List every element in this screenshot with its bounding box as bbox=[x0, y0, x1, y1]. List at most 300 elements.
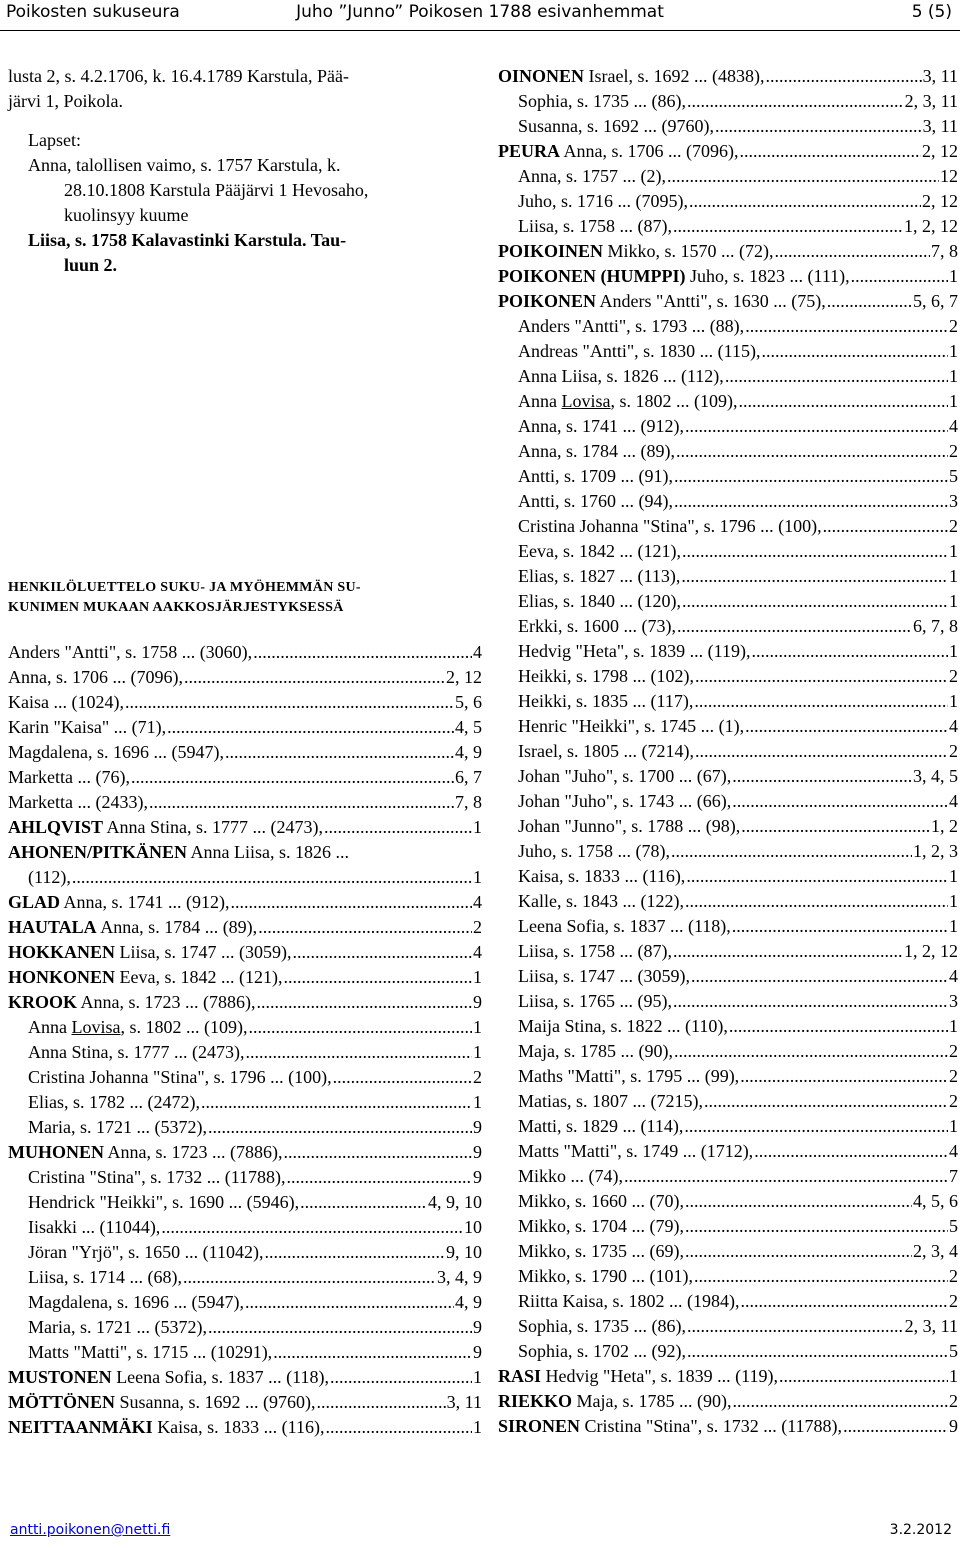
dot-leader bbox=[326, 1415, 473, 1440]
dot-leader bbox=[740, 1064, 948, 1089]
index-entry-text: Matts "Matti", s. 1749 ... (1712), bbox=[518, 1141, 754, 1161]
index-entry bbox=[498, 889, 958, 914]
dot-leader bbox=[673, 214, 903, 239]
index-entry bbox=[498, 839, 958, 864]
index-entry-name bbox=[518, 1214, 684, 1239]
index-entry bbox=[498, 464, 958, 489]
index-entry-text: Sophia, s. 1735 ... (86), bbox=[518, 1316, 686, 1336]
index-entry-text: Juho, s. 1823 ... (111), bbox=[685, 266, 850, 286]
index-entry-text: Anna, s. 1706 ... (7096), bbox=[8, 667, 183, 687]
index-entry bbox=[498, 339, 958, 364]
index-entry bbox=[8, 1115, 482, 1140]
index-entry-name bbox=[518, 764, 731, 789]
index-entry-pages: 4 bbox=[473, 642, 482, 662]
index-entry-text: Anna Stina, s. 1777 ... (2473), bbox=[103, 817, 324, 837]
dot-leader bbox=[745, 314, 948, 339]
index-entry-text: Andreas "Antti", s. 1830 ... (115), bbox=[518, 341, 761, 361]
index-entry bbox=[498, 189, 958, 214]
index-entry-text: Riitta Kaisa, s. 1802 ... (1984), bbox=[518, 1291, 740, 1311]
index-entry-name bbox=[8, 1415, 325, 1440]
index-entry-name bbox=[518, 314, 744, 339]
index-entry-pages: 1 bbox=[473, 867, 482, 887]
index-entry-pages: 7 bbox=[949, 1166, 958, 1186]
index-entry-pages: 2 bbox=[949, 316, 958, 336]
dot-leader bbox=[732, 914, 948, 939]
index-entry-surname: POIKONEN (HUMPPI) bbox=[498, 266, 686, 286]
index-entry-text: Kaisa, s. 1833 ... (116), bbox=[518, 866, 686, 886]
index-entry bbox=[498, 1139, 958, 1164]
index-entry-surname: POIKONEN bbox=[498, 291, 597, 311]
index-entry-pages: 1, 2, 12 bbox=[904, 941, 958, 961]
dot-leader bbox=[685, 1239, 912, 1264]
index-entry bbox=[498, 589, 958, 614]
index-entry bbox=[498, 614, 958, 639]
index-entry-text: Susanna, s. 1692 ... (9760), bbox=[518, 116, 714, 136]
dot-leader bbox=[684, 1114, 948, 1139]
index-entry-pages: 2 bbox=[949, 1391, 958, 1411]
index-entry bbox=[498, 1264, 958, 1289]
index-entry bbox=[8, 1415, 482, 1440]
index-entry-text: Liisa, s. 1765 ... (95), bbox=[518, 991, 672, 1011]
index-entry bbox=[498, 89, 958, 114]
index-entry-text: Kaisa, s. 1833 ... (116), bbox=[152, 1417, 325, 1437]
index-entry-text: , s. 1802 ... (109), bbox=[120, 1017, 248, 1037]
index-entry bbox=[498, 739, 958, 764]
index-entry-text: Anna, s. 1757 ... (2), bbox=[518, 166, 666, 186]
index-entry-pages: 7, 8 bbox=[931, 241, 958, 261]
index-entry bbox=[498, 939, 958, 964]
index-entry-text: Elias, s. 1840 ... (120), bbox=[518, 591, 681, 611]
dot-leader bbox=[779, 1364, 948, 1389]
index-entry-name bbox=[518, 439, 675, 464]
index-entry-name bbox=[498, 1364, 778, 1389]
index-entry-name bbox=[28, 1315, 207, 1340]
index-entry bbox=[498, 1039, 958, 1064]
dot-leader bbox=[667, 164, 939, 189]
index-entry-name bbox=[518, 339, 761, 364]
index-entry-name bbox=[28, 1290, 244, 1315]
dot-leader bbox=[167, 715, 454, 740]
dot-leader bbox=[674, 489, 948, 514]
index-entry-name bbox=[518, 789, 731, 814]
index-entry-pages: 2 bbox=[949, 741, 958, 761]
index-entry-name bbox=[8, 1140, 283, 1165]
page-header bbox=[0, 0, 960, 30]
child-entry-line: Liisa, s. 1758 Kalavastinki Karstula. Tau- bbox=[28, 230, 347, 250]
index-entry-pages: 6, 7, 8 bbox=[913, 616, 958, 636]
index-entry-text: Kaisa ... (1024), bbox=[8, 692, 124, 712]
dot-leader bbox=[317, 1390, 446, 1415]
index-entry bbox=[8, 1065, 482, 1090]
index-entry-text: Anna, s. 1741 ... (912), bbox=[518, 416, 684, 436]
index-entry bbox=[498, 1239, 958, 1264]
dot-leader bbox=[715, 114, 922, 139]
index-entry bbox=[498, 1389, 958, 1414]
dot-leader bbox=[125, 690, 454, 715]
index-entry-name bbox=[518, 1314, 686, 1339]
index-entry-text: Anna, s. 1784 ... (89), bbox=[518, 441, 675, 461]
name-index-list bbox=[498, 64, 958, 1439]
left-column bbox=[8, 64, 482, 1440]
index-entry bbox=[8, 1340, 482, 1365]
index-entry-name bbox=[518, 364, 724, 389]
dot-leader bbox=[765, 64, 921, 89]
index-entry-pages: 4 bbox=[949, 791, 958, 811]
index-entry bbox=[8, 790, 482, 815]
index-entry-name bbox=[8, 740, 224, 765]
index-entry-pages: 4, 5 bbox=[455, 717, 482, 737]
index-entry-name bbox=[518, 864, 685, 889]
index-entry-text: Maja, s. 1785 ... (90), bbox=[518, 1041, 673, 1061]
index-entry-text: Liisa, s. 1714 ... (68), bbox=[28, 1267, 182, 1287]
index-title-line: KUNIMEN MUKAAN AAKKOSJÄRJESTYKSESSÄ bbox=[8, 600, 344, 615]
header-document-title: Juho ”Junno” Poikosen 1788 esivanhemmat bbox=[296, 2, 664, 22]
index-entry-text: Cristina Johanna "Stina", s. 1796 ... (100), bbox=[518, 516, 822, 536]
index-entry-name bbox=[8, 940, 292, 965]
index-entry-text: Anna Liisa, s. 1826 ... (112), bbox=[518, 366, 724, 386]
index-entry-text: Anna bbox=[518, 391, 562, 411]
dot-leader bbox=[208, 1115, 472, 1140]
index-section-title bbox=[8, 578, 482, 618]
dot-leader bbox=[293, 940, 473, 965]
index-entry-name bbox=[518, 164, 666, 189]
index-entry-text: Israel, s. 1692 ... (4838), bbox=[584, 66, 765, 86]
index-entry-text: Anna Liisa, s. 1826 ... bbox=[187, 842, 350, 862]
dot-leader bbox=[300, 1190, 427, 1215]
dot-leader bbox=[752, 639, 949, 664]
index-entry-text: Susanna, s. 1692 ... (9760), bbox=[115, 1392, 316, 1412]
index-entry-text: (112), bbox=[28, 867, 71, 887]
index-entry bbox=[8, 1215, 482, 1240]
dot-leader bbox=[257, 990, 472, 1015]
index-entry bbox=[8, 690, 482, 715]
index-entry-pages: 5 bbox=[949, 1216, 958, 1236]
index-entry-name bbox=[518, 889, 684, 914]
index-entry-pages: 12 bbox=[940, 166, 958, 186]
index-entry bbox=[8, 990, 482, 1015]
index-entry bbox=[498, 114, 958, 139]
index-entry-text: Juho, s. 1758 ... (78), bbox=[518, 841, 670, 861]
index-entry-name bbox=[518, 514, 822, 539]
index-entry-name bbox=[518, 1239, 684, 1264]
index-entry-pages: 1 bbox=[473, 1017, 482, 1037]
index-entry-name bbox=[8, 990, 256, 1015]
index-entry-text: Matias, s. 1807 ... (7215), bbox=[518, 1091, 703, 1111]
index-entry-text: Liisa, s. 1747 ... (3059), bbox=[115, 942, 292, 962]
index-entry-surname: MÖTTÖNEN bbox=[8, 1392, 116, 1412]
index-entry-surname: RIEKKO bbox=[498, 1391, 573, 1411]
index-entry-name bbox=[518, 1189, 684, 1214]
index-entry-name bbox=[518, 489, 673, 514]
index-entry-surname: POIKOINEN bbox=[498, 241, 604, 261]
index-entry-pages: 5, 6 bbox=[455, 692, 482, 712]
index-entry-name bbox=[28, 1215, 160, 1240]
dot-leader bbox=[324, 815, 472, 840]
dot-leader bbox=[673, 989, 948, 1014]
index-entry bbox=[498, 664, 958, 689]
dot-leader bbox=[273, 1340, 472, 1365]
index-entry-pages: 1 bbox=[949, 266, 958, 286]
index-entry-name bbox=[8, 1365, 329, 1390]
index-entry-text: Maths "Matti", s. 1795 ... (99), bbox=[518, 1066, 740, 1086]
index-entry-pages: 4 bbox=[949, 966, 958, 986]
index-entry-pages: 3 bbox=[949, 491, 958, 511]
index-entry-surname: GLAD bbox=[8, 892, 61, 912]
index-entry-text: Magdalena, s. 1696 ... (5947), bbox=[8, 742, 224, 762]
index-entry-text: Hendrick "Heikki", s. 1690 ... (5946), bbox=[28, 1192, 300, 1212]
index-entry bbox=[498, 1189, 958, 1214]
index-entry-text: Cristina Johanna "Stina", s. 1796 ... (100), bbox=[28, 1067, 332, 1087]
dot-leader bbox=[333, 1065, 472, 1090]
index-entry-name bbox=[518, 739, 694, 764]
dot-leader bbox=[851, 264, 948, 289]
index-entry bbox=[498, 1089, 958, 1114]
index-entry-pages: 2 bbox=[949, 1091, 958, 1111]
footer-date: 3.2.2012 bbox=[889, 1522, 952, 1538]
dot-leader bbox=[745, 714, 948, 739]
index-entry-pages: 2 bbox=[949, 666, 958, 686]
index-entry-name bbox=[518, 614, 676, 639]
index-entry bbox=[498, 1339, 958, 1364]
dot-leader bbox=[284, 1140, 473, 1165]
index-entry-name bbox=[518, 589, 681, 614]
right-column bbox=[498, 64, 958, 1439]
dot-leader bbox=[208, 1315, 472, 1340]
header-page-number: 5 (5) bbox=[911, 2, 952, 22]
index-entry-pages: 1 bbox=[949, 541, 958, 561]
index-entry-pages: 3, 4, 5 bbox=[913, 766, 958, 786]
dot-leader bbox=[687, 89, 904, 114]
index-entry-name bbox=[8, 690, 124, 715]
index-entry-pages: 2, 3, 11 bbox=[904, 1316, 958, 1336]
index-entry-text: Mikko, s. 1660 ... (70), bbox=[518, 1191, 684, 1211]
dot-leader bbox=[287, 1165, 472, 1190]
dot-leader bbox=[762, 339, 949, 364]
index-entry-text: Hedvig "Heta", s. 1839 ... (119), bbox=[518, 641, 751, 661]
index-entry-text: Antti, s. 1760 ... (94), bbox=[518, 491, 673, 511]
index-entry-pages: 5 bbox=[949, 466, 958, 486]
index-entry-pages: 2, 12 bbox=[922, 141, 958, 161]
index-entry-text: Marketta ... (2433), bbox=[8, 792, 148, 812]
index-entry-text: Kalle, s. 1843 ... (122), bbox=[518, 891, 684, 911]
dot-leader bbox=[225, 740, 454, 765]
dot-leader bbox=[686, 864, 948, 889]
index-entry-name bbox=[8, 1390, 316, 1415]
index-entry bbox=[498, 989, 958, 1014]
index-entry-name bbox=[28, 1265, 182, 1290]
dot-leader bbox=[183, 1265, 436, 1290]
index-entry-name bbox=[28, 1040, 244, 1065]
index-entry-text: Liisa, s. 1747 ... (3059), bbox=[518, 966, 690, 986]
index-entry bbox=[498, 964, 958, 989]
index-entry-name bbox=[518, 714, 744, 739]
index-entry-text: Sophia, s. 1702 ... (92), bbox=[518, 1341, 686, 1361]
index-entry-pages: 4, 9, 10 bbox=[428, 1192, 482, 1212]
index-entry bbox=[498, 289, 958, 314]
index-entry-pages: 9 bbox=[473, 1142, 482, 1162]
index-entry bbox=[8, 740, 482, 765]
index-entry bbox=[498, 214, 958, 239]
index-entry bbox=[498, 1364, 958, 1389]
index-entry-surname: SIRONEN bbox=[498, 1416, 581, 1436]
index-entry bbox=[498, 914, 958, 939]
index-title-line: HENKILÖLUETTELO SUKU- JA MYÖHEMMÄN SU- bbox=[8, 580, 361, 595]
index-entry-pages: 1 bbox=[949, 366, 958, 386]
index-entry-text: Henric "Heikki", s. 1745 ... (1), bbox=[518, 716, 745, 736]
index-entry-name bbox=[518, 689, 693, 714]
dot-leader bbox=[775, 239, 930, 264]
index-entry-surname: AHLQVIST bbox=[8, 817, 104, 837]
footer-email-link[interactable]: antti.poikonen@netti.fi bbox=[10, 1522, 171, 1538]
intro-line: lusta 2, s. 4.2.1706, k. 16.4.1789 Karstula, Pää- bbox=[8, 66, 349, 86]
index-entry-text: Hedvig "Heta", s. 1839 ... (119), bbox=[541, 1366, 779, 1386]
index-entry-name bbox=[518, 989, 672, 1014]
index-entry-text: Maija Stina, s. 1822 ... (110), bbox=[518, 1016, 728, 1036]
index-entry-name bbox=[518, 539, 681, 564]
dot-leader bbox=[689, 189, 921, 214]
index-entry-surname: MUHONEN bbox=[8, 1142, 104, 1162]
index-entry bbox=[498, 689, 958, 714]
index-entry-pages: 3, 4, 9 bbox=[437, 1267, 482, 1287]
index-entry-pages: 1 bbox=[949, 866, 958, 886]
index-entry-pages: 4, 9 bbox=[455, 1292, 482, 1312]
index-entry-text: Liisa, s. 1758 ... (87), bbox=[518, 941, 672, 961]
index-entry bbox=[498, 1214, 958, 1239]
index-entry-pages: 2 bbox=[949, 1266, 958, 1286]
index-entry-text: Antti, s. 1709 ... (91), bbox=[518, 466, 673, 486]
index-entry-name bbox=[518, 1089, 703, 1114]
index-entry-name bbox=[518, 1339, 686, 1364]
index-entry-name bbox=[8, 790, 148, 815]
index-entry bbox=[498, 389, 958, 414]
index-entry-name bbox=[8, 840, 349, 865]
index-entry-name bbox=[8, 815, 323, 840]
dot-leader bbox=[258, 915, 472, 940]
index-entry-pages: 3, 11 bbox=[446, 1392, 482, 1412]
dot-leader bbox=[149, 790, 454, 815]
index-entry-pages: 1 bbox=[949, 641, 958, 661]
dot-leader bbox=[685, 414, 948, 439]
index-entry-name bbox=[8, 715, 166, 740]
index-entry-name bbox=[518, 1289, 739, 1314]
index-entry-text: Marketta ... (76), bbox=[8, 767, 130, 787]
index-entry-pages: 1 bbox=[949, 891, 958, 911]
index-entry-text: Maria, s. 1721 ... (5372), bbox=[28, 1117, 207, 1137]
index-entry bbox=[498, 264, 958, 289]
dot-leader bbox=[283, 965, 472, 990]
dot-leader bbox=[249, 1015, 473, 1040]
index-entry-surname: HONKONEN bbox=[8, 967, 116, 987]
index-entry-pages: 1 bbox=[949, 691, 958, 711]
index-entry bbox=[498, 139, 958, 164]
index-entry-surname: KROOK bbox=[8, 992, 78, 1012]
index-entry-name bbox=[518, 814, 740, 839]
index-entry-pages: 5 bbox=[949, 1341, 958, 1361]
dot-leader bbox=[691, 964, 948, 989]
index-entry-surname: AHONEN/PITKÄNEN bbox=[8, 842, 188, 862]
index-entry-text: Anna, s. 1741 ... (912), bbox=[60, 892, 230, 912]
index-entry-name bbox=[8, 665, 183, 690]
index-entry bbox=[498, 364, 958, 389]
index-entry bbox=[8, 915, 482, 940]
index-entry-text: Johan "Junno", s. 1788 ... (98), bbox=[518, 816, 741, 836]
header-divider bbox=[0, 30, 960, 31]
index-entry bbox=[8, 1040, 482, 1065]
index-entry-pages: 1 bbox=[473, 1417, 482, 1437]
index-entry bbox=[498, 439, 958, 464]
index-entry-pages: 9 bbox=[473, 1317, 482, 1337]
index-entry-text: Juho, s. 1716 ... (7095), bbox=[518, 191, 688, 211]
dot-leader bbox=[695, 664, 948, 689]
index-entry-name bbox=[498, 289, 826, 314]
index-entry-pages: 2, 12 bbox=[446, 667, 482, 687]
index-entry-name bbox=[518, 1064, 739, 1089]
index-entry-name bbox=[8, 890, 230, 915]
index-entry-continuation bbox=[8, 865, 482, 890]
index-entry bbox=[498, 1064, 958, 1089]
index-entry-name bbox=[518, 1139, 753, 1164]
index-entry-pages: 2 bbox=[949, 516, 958, 536]
index-entry bbox=[8, 815, 482, 840]
name-index-list bbox=[8, 640, 482, 1440]
underlined-name: Lovisa bbox=[71, 1017, 121, 1037]
index-entry bbox=[498, 714, 958, 739]
index-entry-name bbox=[518, 1014, 728, 1039]
dot-leader bbox=[754, 1139, 948, 1164]
dot-leader bbox=[682, 589, 948, 614]
index-entry-pages: 4, 9 bbox=[455, 742, 482, 762]
dot-leader bbox=[827, 289, 912, 314]
index-entry bbox=[8, 965, 482, 990]
index-entry bbox=[498, 414, 958, 439]
dot-leader bbox=[687, 1339, 948, 1364]
index-entry bbox=[498, 1014, 958, 1039]
index-entry-text: Anna, s. 1784 ... (89), bbox=[96, 917, 258, 937]
index-entry-pages: 1 bbox=[473, 1092, 482, 1112]
dot-leader bbox=[330, 1365, 472, 1390]
index-entry-pages: 4 bbox=[949, 416, 958, 436]
dot-leader bbox=[740, 139, 922, 164]
index-entry-pages: 10 bbox=[464, 1217, 482, 1237]
index-entry-name bbox=[8, 915, 257, 940]
dot-leader bbox=[161, 1215, 463, 1240]
dot-leader bbox=[245, 1290, 454, 1315]
index-entry bbox=[8, 1165, 482, 1190]
index-entry-text: Matts "Matti", s. 1715 ... (10291), bbox=[28, 1342, 273, 1362]
index-entry bbox=[498, 314, 958, 339]
index-entry-text: Mikko, s. 1790 ... (101), bbox=[518, 1266, 693, 1286]
index-entry-text: Elias, s. 1827 ... (113), bbox=[518, 566, 681, 586]
index-entry-text: Mikko, s. 1704 ... (79), bbox=[518, 1216, 684, 1236]
index-entry-text: Cristina "Stina", s. 1732 ... (11788), bbox=[28, 1167, 286, 1187]
index-entry-name bbox=[518, 939, 672, 964]
index-entry-text: Johan "Juho", s. 1700 ... (67), bbox=[518, 766, 732, 786]
index-entry-pages: 2, 12 bbox=[922, 191, 958, 211]
intro-paragraph bbox=[8, 64, 482, 278]
index-entry bbox=[8, 765, 482, 790]
index-entry-pages: 1 bbox=[949, 1366, 958, 1386]
dot-leader bbox=[201, 1090, 472, 1115]
index-entry-text: Sophia, s. 1735 ... (86), bbox=[518, 91, 686, 111]
index-entry-text: Erkki, s. 1600 ... (73), bbox=[518, 616, 676, 636]
index-entry-text: Anders "Antti", s. 1793 ... (88), bbox=[518, 316, 745, 336]
index-entry bbox=[498, 864, 958, 889]
index-entry bbox=[498, 539, 958, 564]
index-entry-name bbox=[518, 964, 690, 989]
index-entry-pages: 2 bbox=[949, 1291, 958, 1311]
index-entry-name bbox=[28, 1090, 200, 1115]
index-entry-name bbox=[518, 1264, 693, 1289]
